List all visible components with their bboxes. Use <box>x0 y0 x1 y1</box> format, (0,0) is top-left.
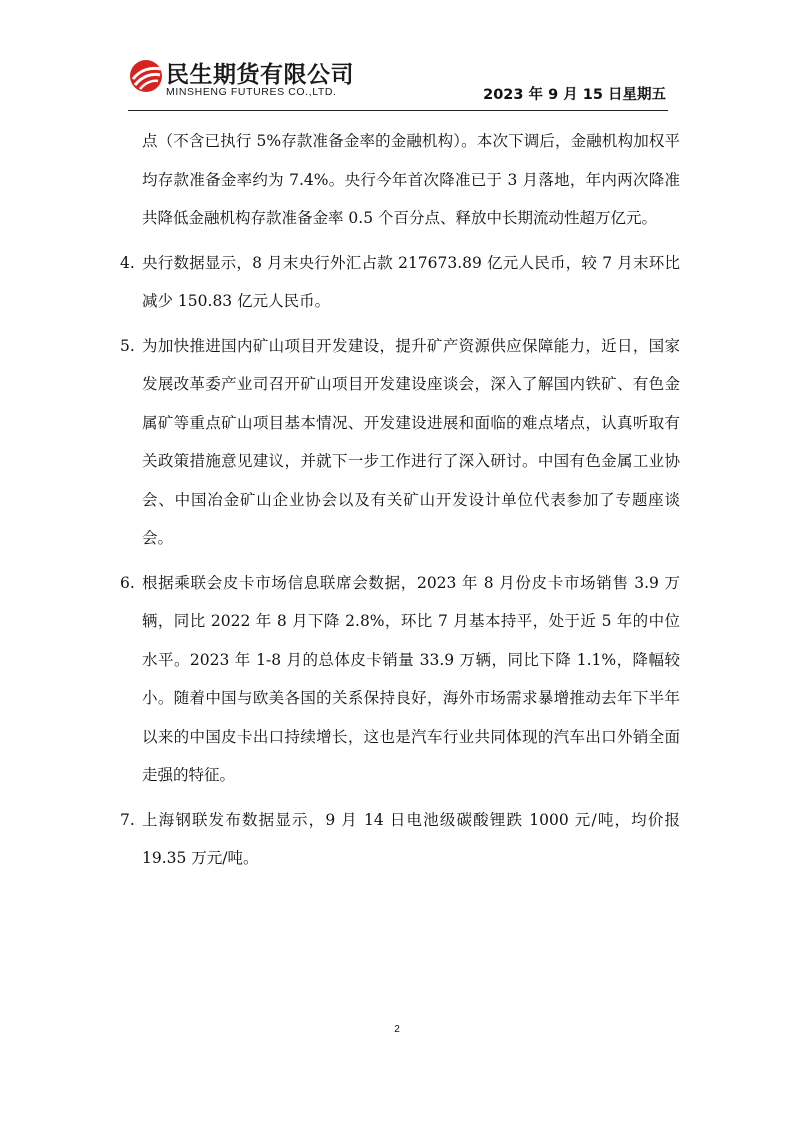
list-item <box>120 244 680 321</box>
list-item-text: 上海钢联发布数据显示，9 月 14 日电池级碳酸锂跌 1000 元/吨，均价报 19.35 万元/吨。 <box>142 810 680 867</box>
company-logo <box>128 56 378 100</box>
list-item-number: 6. <box>120 573 135 592</box>
list-item <box>120 564 680 795</box>
header-divider <box>128 110 668 111</box>
list-item <box>120 801 680 878</box>
minsheng-logo-icon <box>128 58 164 94</box>
company-name-en: MINSHENG FUTURES CO.,LTD. <box>166 86 337 98</box>
list-item <box>120 327 680 558</box>
list-item-text: 央行数据显示，8 月末央行外汇占款 217673.89 亿元人民币，较 7 月末环比减少 150.83 亿元人民币。 <box>142 253 680 310</box>
list-item-text: 根据乘联会皮卡市场信息联席会数据，2023 年 8 月份皮卡市场销售 3.9 万辆，同比 2022 年 8 月下降 2.8%，环比 7 月基本持平，处于近 5 年的中位水平。2023 年 1-8 月的总体皮卡销量 33.9 万辆，同比下降 1.1%，降幅较小。随着中国与欧美各国的关系保持良好，海外市场需求暴增推动去年下半年以来的中国皮卡出口持续增长，这也是汽车行业共同体现的汽车出口外销全面走强的特征。 <box>142 573 680 784</box>
company-name-cn: 民生期货有限公司 <box>166 62 354 88</box>
list-item-text: 为加快推进国内矿山项目开发建设，提升矿产资源供应保障能力，近日，国家发展改革委产业司召开矿山项目开发建设座谈会，深入了解国内铁矿、有色金属矿等重点矿山项目基本情况、开发建设进展和面临的难点堵点，认真听取有关政策措施意见建议，并就下一步工作进行了深入研讨。中国有色金属工业协会、中国冶金矿山企业协会以及有关矿山开发设计单位代表参加了专题座谈会。 <box>142 336 680 547</box>
document-body <box>120 122 680 878</box>
list-item-number: 7. <box>120 810 135 829</box>
page-header <box>0 0 794 116</box>
continuation-paragraph: 点（不含已执行 5%存款准备金率的金融机构）。本次下调后，金融机构加权平均存款准备金率约为 7.4%。央行今年首次降准已于 3 月落地，年内两次降准共降低金融机构存款准备金率 0.5 个百分点、释放中长期流动性超万亿元。 <box>142 132 680 227</box>
list-item-number: 5. <box>120 336 135 355</box>
report-date: 2023 年 9 月 15 日星期五 <box>483 87 666 103</box>
page-number: 2 <box>394 1024 400 1035</box>
list-item-number: 4. <box>120 253 135 272</box>
